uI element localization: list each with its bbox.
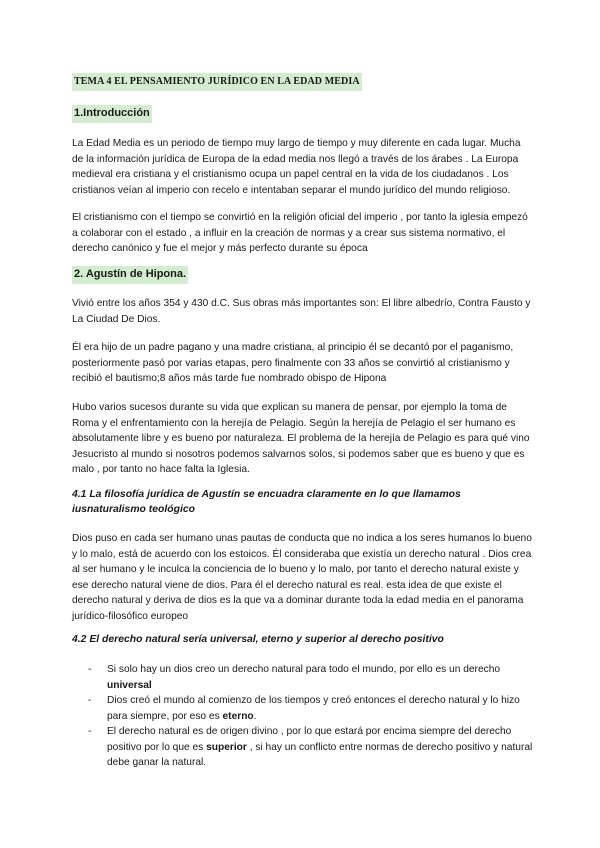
agustin-paragraph-3: Hubo varios sucesos durante su vida que explican su manera de pensar, por ejemplo la toma de Roma y el enfrentamiento con la herejía de Pelagio. Según la herejía de Pelagio el ser humano es absolutamente libre y es bueno por naturaleza. El problema de la herejía de Pelagio es para qué vino Jesucristo al mundo si nosotros podemos salvarnos solos, si podemos saber que es bueno y que es malo , por tanto no hace falta la Iglesia.: [72, 402, 530, 475]
list-item: - Si solo hay un dios creo un derecho natural para todo el mundo, por ello es un derecho universal: [88, 664, 501, 691]
list-dash: -: [88, 695, 92, 706]
agustin-paragraph-1: Vivió entre los años 354 y 430 d.C. Sus obras más importantes son: El libre albedrío, Contra Fausto y La Ciudad De Dios.: [72, 298, 531, 325]
agustin-paragraph-2: Él era hijo de un padre pagano y una madre cristiana, al principio él se decantó por el paganismo, posteriormente pasó por varias etapas, pero finalmente con 33 años se convirtió al cristianismo y recibió el bautismo;8 años más tarde fue nombrado obispo de Hipona: [72, 342, 514, 384]
subsection-4-2-heading: 4.2 El derecho natural sería universal, eterno y superior al derecho positivo: [72, 634, 444, 645]
bullet-list: [88, 662, 536, 771]
intro-heading: 1.Introducción: [72, 105, 152, 123]
list-dash: -: [88, 726, 92, 737]
bold-term-eterno: eterno: [222, 710, 254, 722]
subsection-4-1-heading: 4.1 La filosofía jurídica de Agustín se encuadra claramente en lo que llamamos iusnaturalismo teológico: [72, 489, 461, 515]
agustin-heading: 2. Agustín de Hipona.: [72, 266, 188, 284]
title-highlight: TEMA 4 EL PENSAMIENTO JURÍDICO EN LA EDAD MEDIA: [72, 73, 362, 91]
intro-paragraph-2: El cristianismo con el tiempo se convirtió en la religión oficial del imperio , por tanto la iglesia empezó a colaborar con el estado , a influir en la creación de normas y a crear sus sistema normativo, el derecho canónico y fue el mejor y más perfecto durante su época: [72, 212, 528, 254]
list-dash: -: [88, 664, 92, 675]
list-item: - Dios creó el mundo al comienzo de los tiempos y creó entonces el derecho natural y lo hizo para siempre, por eso es eterno.: [88, 695, 520, 722]
bold-term-universal: universal: [107, 679, 152, 691]
intro-paragraph-1: La Edad Media es un periodo de tiempo muy largo de tiempo y muy diferente en cada lugar. Mucha de la información jurídica de Europa de la edad media nos llegó a través de los árabes . La Europa medieval era cristiana y el cristianismo ocupa un papel central en la vida de los ciudadanos . Los cristianos veían al imperio con recelo e intentaban separar el mundo jurídico del mundo religioso.: [72, 138, 521, 196]
list-item: - El derecho natural es de origen divino , por lo que estará por encima siempre del derecho positivo por lo que es superior , si hay un conflicto entre normas de derecho positivo y natural debe ganar la natural.: [88, 726, 533, 768]
bold-term-superior: superior: [206, 741, 247, 753]
subsection-4-1-paragraph: Dios puso en cada ser humano unas pautas de conducta que no indica a los seres humanos lo bueno y lo malo, está de acuerdo con los estoicos. Él consideraba que existía un derecho natural . Dios crea al ser humano y le inculca la conciencia de lo bueno y lo malo, por tanto el derecho natural existe y ese derecho natural viene de dios. Para él el derecho natural es real. esta idea de que existe el derecho natural y deriva de dios es la que va a dominar durante toda la edad media en el panorama jurídico-filosófico europeo: [72, 533, 532, 622]
document-title: [72, 73, 362, 91]
